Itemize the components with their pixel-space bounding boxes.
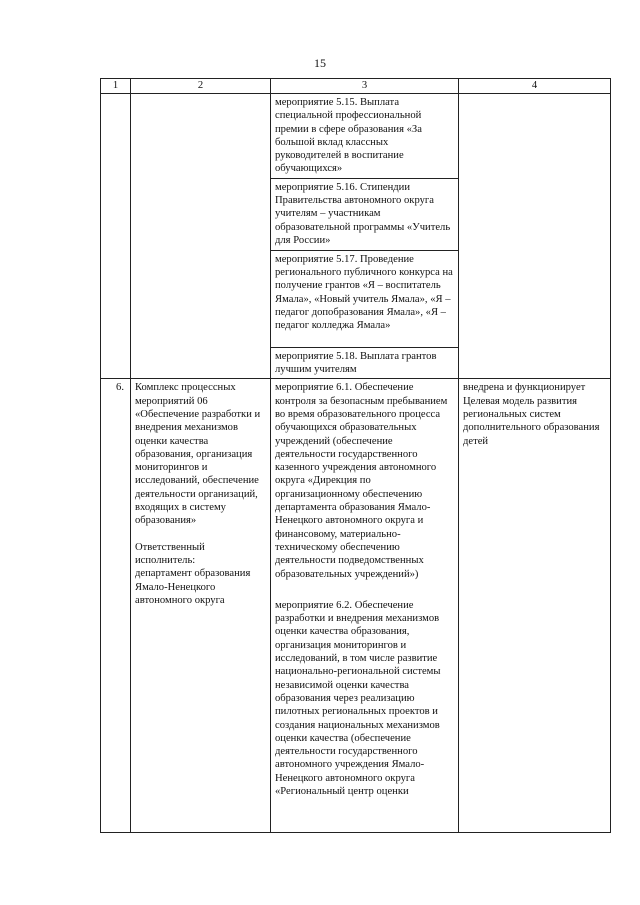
event-5-18: мероприятие 5.18. Выплата грантов лучшим учителям [271, 347, 459, 379]
row5-complex-cell [131, 94, 271, 379]
row5-result-cell [459, 94, 611, 379]
page-number: 15 [314, 56, 326, 70]
table-row [101, 94, 611, 179]
event-6-1: мероприятие 6.1. Обеспечение контроля за безопасным пребыванием во время образовательного процесса обучающихся образовательных учреждений (обеспечение деятельности государственного казенного учреждения автономного округа «Дирекция по организационному обеспечению департамента образования Ямало-Ненецкого автономного округа и финансовому, материально-техническому обеспечению деятельности подведомственных образовательных учреждений») [275, 382, 448, 580]
complex-title: Комплекс процессных мероприятий 06 «Обеспечение разработки и внедрения механизмов оценки качества образования, организация мониторингов и исследований, обеспечение деятельности организаций, входящих в систему образования» [135, 382, 261, 527]
row6-events-cell [271, 379, 459, 833]
table-row [101, 379, 611, 833]
header-col-1: 1 [101, 79, 131, 94]
responsible-label: Ответственный исполнитель: [135, 541, 205, 566]
header-col-2: 2 [131, 79, 271, 94]
row5-number-cell [101, 94, 131, 379]
event-5-16: мероприятие 5.16. Стипендии Правительства автономного округа учителям – участникам образовательной программы «Учитель для России» [271, 178, 459, 250]
row6-number: 6. [101, 379, 131, 833]
event-5-17: мероприятие 5.17. Проведение регионального публичного конкурса на получение грантов «Я – воспитатель Ямала», «Новый учитель Ямала», «Я – педагог допобразования Ямала», «Я – педагог колледжа Ямала» [271, 250, 459, 347]
row6-result-cell: внедрена и функционирует Целевая модель развития региональных систем дополнительного образования детей [459, 379, 611, 833]
responsible-value: департамент образования Ямало-Ненецкого автономного округа [135, 568, 251, 606]
header-col-3: 3 [271, 79, 459, 94]
table-header-row [101, 79, 611, 94]
event-5-15: мероприятие 5.15. Выплата специальной профессиональной премии в сфере образования «За большой вклад классных руководителей в воспитание обучающихся» [271, 94, 459, 179]
row6-complex-cell [131, 379, 271, 833]
event-6-2: мероприятие 6.2. Обеспечение разработки и внедрения механизмов оценки качества образования, организация мониторингов и исследований, в том числе развитие национально-региональной системы независимой оценки качества образования через реализацию пилотных региональных проектов и создания национальных механизмов оценки качества (обеспечение деятельности государственного автономного учреждения Ямало-Ненецкого автономного округа «Региональный центр оценки [275, 599, 441, 797]
document-table [100, 78, 611, 833]
header-col-4: 4 [459, 79, 611, 94]
